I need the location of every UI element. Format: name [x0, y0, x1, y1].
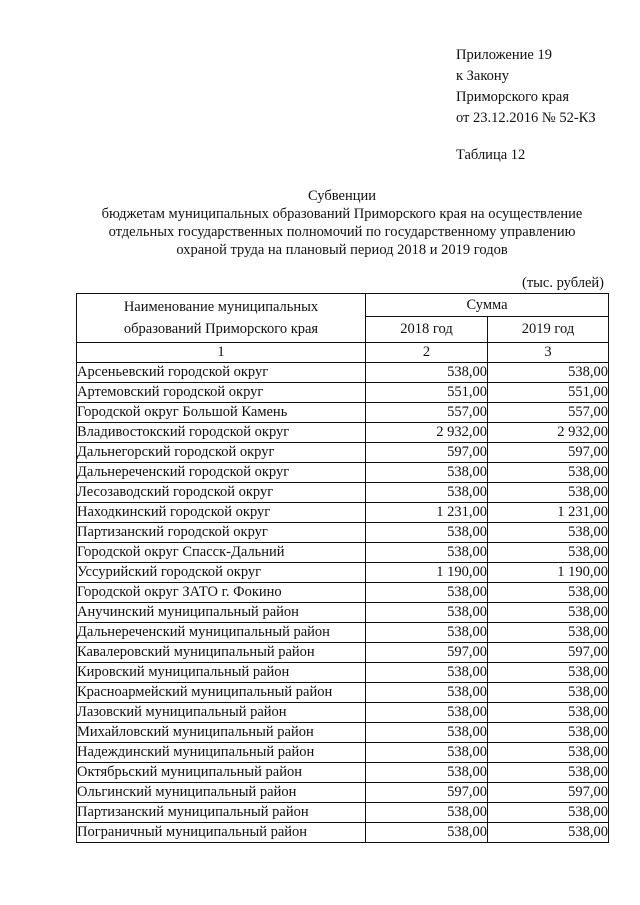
table-row	[77, 383, 609, 403]
amount-2018-cell: 538,00	[366, 523, 488, 543]
amount-2018-cell: 538,00	[366, 363, 488, 383]
amount-2019-cell: 538,00	[488, 543, 609, 563]
table-row	[77, 363, 609, 383]
amount-2019-cell: 538,00	[488, 763, 609, 783]
municipality-name-cell: Городской округ ЗАТО г. Фокино	[77, 583, 366, 603]
amount-2018-cell: 538,00	[366, 823, 488, 843]
municipality-name-cell: Кировский муниципальный район	[77, 663, 366, 683]
amount-2019-cell: 538,00	[488, 703, 609, 723]
amount-2018-cell: 1 190,00	[366, 563, 488, 583]
document-title	[76, 187, 608, 259]
table-row	[77, 623, 609, 643]
amount-2019-cell: 538,00	[488, 803, 609, 823]
municipality-name-cell: Дальнегорский городской округ	[77, 443, 366, 463]
amount-2019-cell: 597,00	[488, 783, 609, 803]
municipality-name-cell: Надеждинский муниципальный район	[77, 743, 366, 763]
amount-2019-cell: 538,00	[488, 583, 609, 603]
appendix-line: от 23.12.2016 № 52-КЗ	[456, 110, 596, 126]
amount-2018-cell: 538,00	[366, 483, 488, 503]
appendix-line: Приморского края	[456, 89, 570, 105]
table-body	[77, 343, 609, 363]
table-row	[77, 823, 609, 843]
amount-2018-cell: 597,00	[366, 443, 488, 463]
table-row	[77, 503, 609, 523]
table-row	[77, 803, 609, 823]
amount-2019-cell: 538,00	[488, 663, 609, 683]
amount-2019-cell: 2 932,00	[488, 423, 609, 443]
year-2019-header: 2019 год	[488, 317, 609, 343]
amount-2018-cell: 538,00	[366, 743, 488, 763]
amount-2019-cell: 1 190,00	[488, 563, 609, 583]
municipality-name-cell: Пограничный муниципальный район	[77, 823, 366, 843]
sum-header: Сумма	[366, 294, 609, 317]
municipality-name-cell: Артемовский городской округ	[77, 383, 366, 403]
municipality-name-cell: Дальнереченский муниципальный район	[77, 623, 366, 643]
municipality-name-cell: Находкинский городской округ	[77, 503, 366, 523]
year-2018-header: 2018 год	[366, 317, 488, 343]
table-row	[77, 763, 609, 783]
amount-2018-cell: 538,00	[366, 723, 488, 743]
municipality-name-cell: Владивостокский городской округ	[77, 423, 366, 443]
amount-2019-cell: 538,00	[488, 743, 609, 763]
table-rows	[77, 363, 609, 843]
amount-2018-cell: 597,00	[366, 783, 488, 803]
table-row	[77, 523, 609, 543]
table-row	[77, 783, 609, 803]
amount-2018-cell: 538,00	[366, 763, 488, 783]
amount-2018-cell: 538,00	[366, 683, 488, 703]
amount-2019-cell: 538,00	[488, 363, 609, 383]
amount-2019-cell: 538,00	[488, 483, 609, 503]
municipality-name-cell: Красноармейский муниципальный район	[77, 683, 366, 703]
municipality-name-cell: Городской округ Большой Камень	[77, 403, 366, 423]
amount-2019-cell: 597,00	[488, 643, 609, 663]
amount-2018-cell: 538,00	[366, 603, 488, 623]
municipality-name-cell: Дальнереченский городской округ	[77, 463, 366, 483]
table-row	[77, 543, 609, 563]
units-label: (тыс. рублей)	[522, 275, 604, 291]
table-label: Таблица 12	[456, 147, 526, 163]
table-row	[77, 563, 609, 583]
table-row	[77, 463, 609, 483]
amount-2018-cell: 538,00	[366, 803, 488, 823]
amount-2018-cell: 597,00	[366, 643, 488, 663]
municipality-name-cell: Лесозаводский городской округ	[77, 483, 366, 503]
amount-2019-cell: 1 231,00	[488, 503, 609, 523]
header-row	[77, 294, 609, 317]
title-line: бюджетам муниципальных образований Приморского края на осуществление	[101, 206, 583, 222]
municipality-name-cell: Михайловский муниципальный район	[77, 723, 366, 743]
amount-2018-cell: 538,00	[366, 583, 488, 603]
amount-2019-cell: 597,00	[488, 443, 609, 463]
amount-2018-cell: 538,00	[366, 463, 488, 483]
municipality-name-cell: Арсеньевский городской округ	[77, 363, 366, 383]
table-row	[77, 403, 609, 423]
table-row	[77, 703, 609, 723]
amount-2019-cell: 538,00	[488, 683, 609, 703]
municipality-name-cell: Октябрьский муниципальный район	[77, 763, 366, 783]
table-row	[77, 743, 609, 763]
title-line: отдельных государственных полномочий по государственному управлению	[108, 224, 576, 240]
appendix-reference	[456, 45, 596, 129]
appendix-line: к Закону	[456, 68, 509, 84]
column-number: 3	[488, 343, 609, 363]
amount-2019-cell: 538,00	[488, 523, 609, 543]
table-row	[77, 723, 609, 743]
table-row	[77, 663, 609, 683]
amount-2019-cell: 538,00	[488, 603, 609, 623]
table-row	[77, 603, 609, 623]
title-line: охраной труда на плановый период 2018 и 2019 годов	[176, 242, 508, 258]
table-row	[77, 683, 609, 703]
municipality-name-header-line: Наименование муниципальных	[123, 299, 319, 315]
table-header	[77, 294, 609, 343]
amount-2018-cell: 557,00	[366, 403, 488, 423]
amount-2019-cell: 538,00	[488, 823, 609, 843]
amount-2018-cell: 2 932,00	[366, 423, 488, 443]
amount-2019-cell: 551,00	[488, 383, 609, 403]
municipality-name-cell: Городской округ Спасск-Дальний	[77, 543, 366, 563]
appendix-line: Приложение 19	[456, 47, 552, 63]
amount-2019-cell: 538,00	[488, 623, 609, 643]
municipality-name-cell: Анучинский муниципальный район	[77, 603, 366, 623]
amount-2018-cell: 538,00	[366, 623, 488, 643]
municipality-name-cell: Кавалеровский муниципальный район	[77, 643, 366, 663]
table-row	[77, 483, 609, 503]
column-numbering-row	[77, 343, 609, 363]
amount-2018-cell: 538,00	[366, 663, 488, 683]
municipality-name-cell: Ольгинский муниципальный район	[77, 783, 366, 803]
municipality-name-cell: Уссурийский городской округ	[77, 563, 366, 583]
amount-2019-cell: 557,00	[488, 403, 609, 423]
municipality-name-header-line: образований Приморского края	[123, 321, 319, 337]
municipality-name-cell: Партизанский городской округ	[77, 523, 366, 543]
amount-2019-cell: 538,00	[488, 463, 609, 483]
amount-2018-cell: 538,00	[366, 703, 488, 723]
table-row	[77, 643, 609, 663]
municipality-name-cell: Партизанский муниципальный район	[77, 803, 366, 823]
amount-2018-cell: 1 231,00	[366, 503, 488, 523]
table-row	[77, 423, 609, 443]
table-row	[77, 583, 609, 603]
amount-2018-cell: 551,00	[366, 383, 488, 403]
amount-2019-cell: 538,00	[488, 723, 609, 743]
municipality-name-header	[77, 294, 366, 343]
municipality-name-cell: Лазовский муниципальный район	[77, 703, 366, 723]
table-row	[77, 443, 609, 463]
column-number: 1	[77, 343, 366, 363]
title-line: Субвенции	[308, 188, 376, 204]
column-number: 2	[366, 343, 488, 363]
amount-2018-cell: 538,00	[366, 543, 488, 563]
subventions-table	[76, 293, 609, 843]
